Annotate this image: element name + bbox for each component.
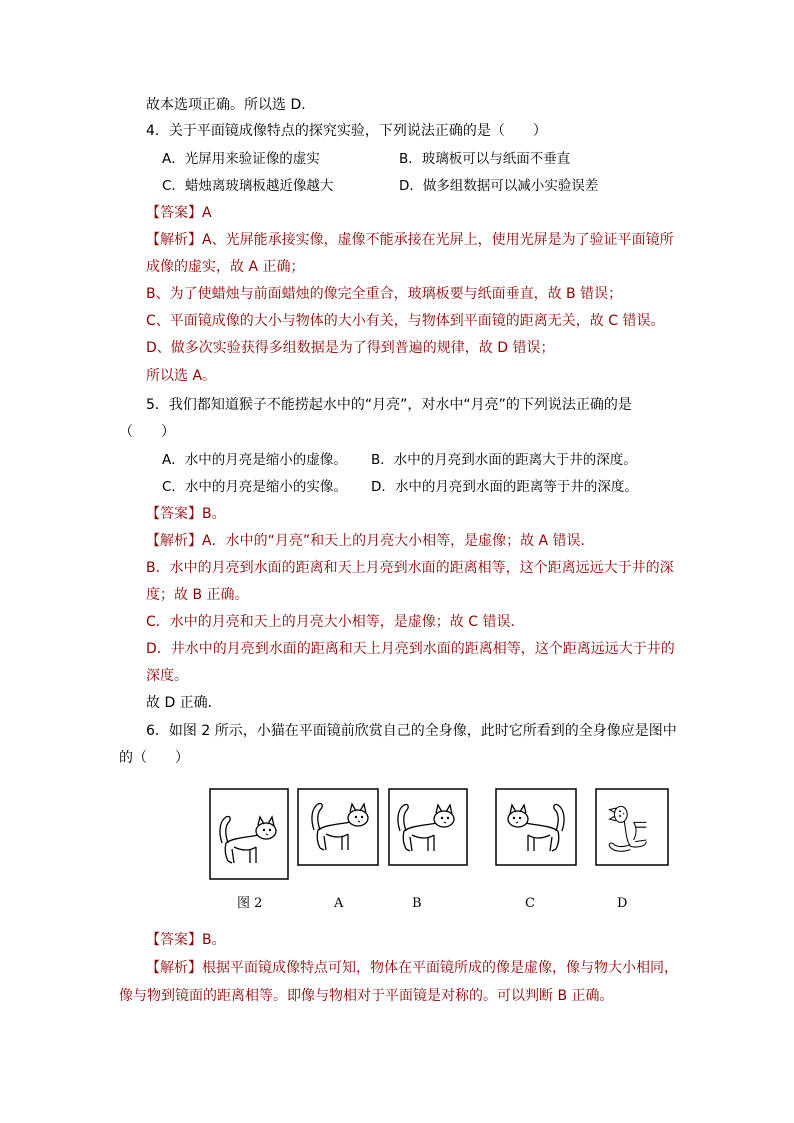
q5-stem: 5．我们都知道猴子不能捞起水中的“月亮”，对水中“月亮”的下列说法正确的是 [146, 397, 632, 413]
q5-option-b: B．水中的月亮到水面的距离大于井的深度。 [371, 452, 637, 468]
cat-image-d [609, 806, 646, 851]
q6-analysis-2: 像与物到镜面的距离相等。即像与物相对于平面镜是对称的。可以判断 B 正确。 [119, 988, 614, 1004]
cat-image-b [398, 804, 454, 851]
q4-analysis-2: 成像的虚实，故 A 正确； [146, 259, 305, 275]
q5-analysis-2: B．水中的月亮到水面的距离和天上月亮到水面的距离相等，这个距离远远大于井的深 [146, 560, 674, 576]
q5-option-c: C．水中的月亮是缩小的实像。 [162, 479, 347, 495]
option-c-label: C [525, 896, 535, 911]
q4-analysis-3: B、为了使蜡烛与前面蜡烛的像完全重合，玻璃板要与纸面垂直，故 B 错误； [146, 286, 623, 302]
option-c-frame [496, 789, 576, 865]
q4-option-c: C．蜡烛离玻璃板越近像越大 [162, 178, 334, 194]
q5-answer: 【答案】B。 [146, 506, 226, 522]
mirror-frame [210, 789, 288, 879]
q6-stem: 6．如图 2 所示，小猫在平面镜前欣赏自己的全身像，此时它所看到的全身像应是图中 [146, 723, 677, 739]
q5-analysis-4: C．水中的月亮和天上的月亮大小相等，是虚像；故 C 错误． [146, 614, 525, 630]
q5-analysis-5: D．井水中的月亮到水面的距离和天上月亮到水面的距离相等，这个距离远远大于井的 [146, 641, 675, 657]
q5-analysis-3: 度；故 B 正确。 [146, 587, 249, 603]
option-a-label: A [334, 896, 344, 911]
cat-image-a [312, 803, 368, 850]
q4-option-b: B．玻璃板可以与纸面不垂直 [399, 151, 571, 167]
line-prev-conclusion: 故本选项正确。所以选 D. [146, 97, 306, 113]
option-d-label: D [617, 896, 628, 911]
option-b-frame [389, 789, 467, 865]
q4-analysis-1: 【解析】A、光屏能承接实像，虚像不能承接在光屏上，使用光屏是为了验证平面镜所 [146, 232, 674, 248]
q5-option-d: D．水中的月亮到水面的距离等于井的深度。 [371, 479, 638, 495]
figure-cat [220, 816, 276, 863]
q6-answer: 【答案】B。 [146, 932, 226, 948]
q4-stem: 4．关于平面镜成像特点的探究实验，下列说法正确的是（ ） [146, 123, 547, 139]
q5-option-a: A．水中的月亮是缩小的虚像。 [162, 452, 347, 468]
q5-analysis-6: 深度。 [146, 668, 188, 684]
q5-stem-2: （ ） [119, 424, 175, 440]
q4-option-a: A．光屏用来验证像的虚实 [162, 151, 320, 167]
q4-analysis-5: D、做多次实验获得多组数据是为了得到普遍的规律，故 D 错误； [146, 340, 555, 356]
q6-stem-2: 的（ ） [119, 750, 189, 766]
cat-image-c [508, 804, 564, 851]
q4-answer: 【答案】A [146, 205, 212, 221]
figure-caption: 图 2 [237, 896, 263, 911]
q4-conclusion: 所以选 A。 [146, 368, 217, 384]
q5-analysis-1: 【解析】A．水中的“月亮”和天上的月亮大小相等，是虚像；故 A 错误． [146, 533, 595, 549]
option-d-frame [596, 789, 668, 865]
option-b-label: B [412, 896, 422, 911]
q5-conclusion: 故 D 正确． [146, 695, 222, 711]
q4-option-d: D．做多组数据可以减小实验误差 [399, 178, 599, 194]
option-a-frame [298, 789, 378, 865]
q4-analysis-4: C、平面镜成像的大小与物体的大小有关，与物体到平面镜的距离无关，故 C 错误。 [146, 313, 665, 329]
q6-analysis-1: 【解析】根据平面镜成像特点可知，物体在平面镜所成的像是虚像，像与物大小相同， [146, 960, 678, 976]
